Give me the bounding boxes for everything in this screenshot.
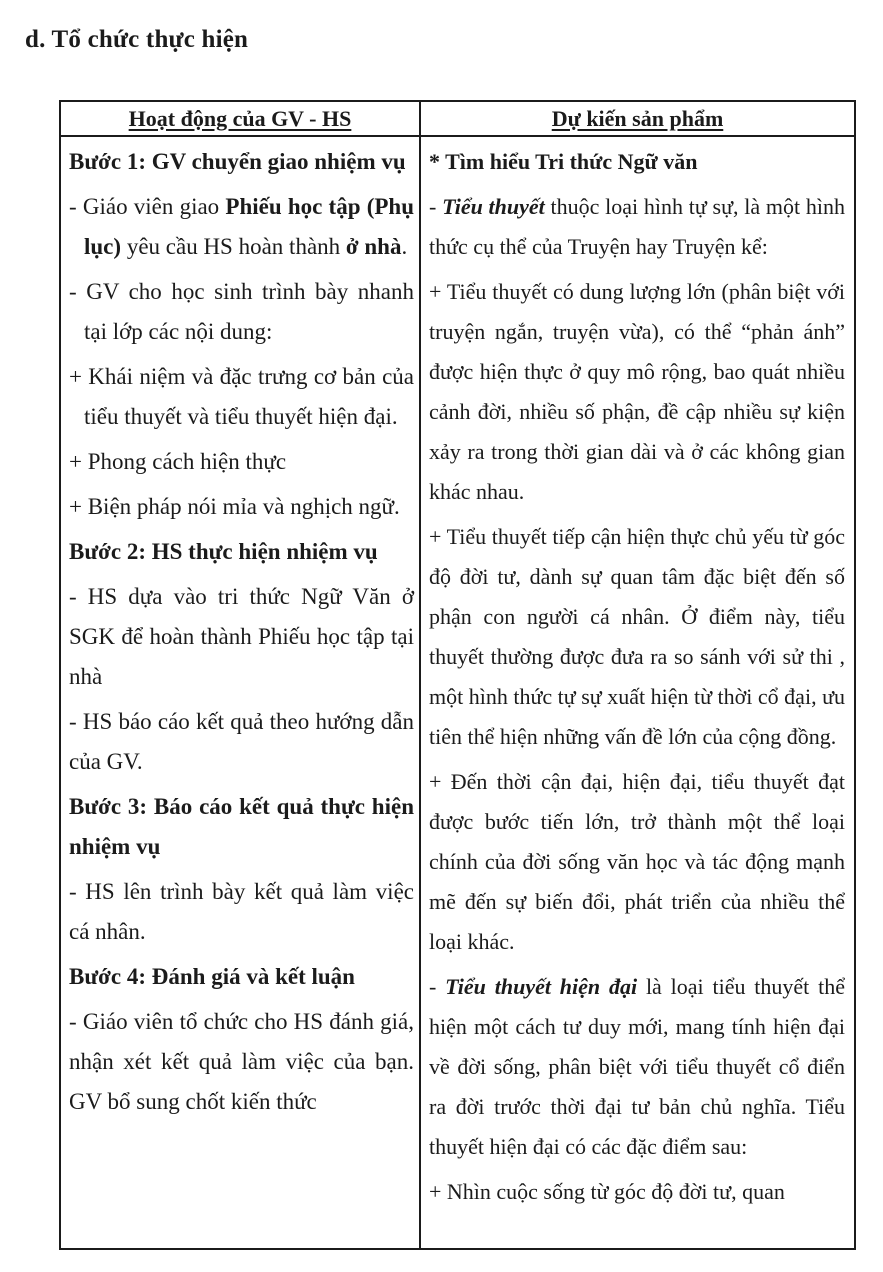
text-run: ở nhà xyxy=(345,234,402,259)
text-run: - HS báo cáo kết quả theo hướng dẫn của GV. xyxy=(69,709,414,774)
text-run: + Tiểu thuyết có dung lượng lớn (phân biệt với truyện ngắn, truyện vừa), có thể “phản ánh” được hiện thực ở quy mô rộng, bao quát nhiều cảnh đời, nhiều số phận, đề cập nhiều sự kiện xảy ra trong thời gian dài và ở các không gian khác nhau. xyxy=(429,279,845,504)
text-run: * Tìm hiểu Tri thức Ngữ văn xyxy=(429,149,698,174)
text-run: - GV cho học sinh trình bày nhanh tại lớp các nội dung: xyxy=(69,279,414,344)
text-run: - xyxy=(429,194,443,219)
text-run: - HS dựa vào tri thức Ngữ Văn ở SGK để hoàn thành Phiếu học tập tại nhà xyxy=(69,584,414,689)
column-header-activities xyxy=(61,102,421,135)
paragraph xyxy=(69,702,414,782)
text-run: Bước 3: Báo cáo kết quả thực hiện nhiệm vụ xyxy=(69,794,414,859)
text-run: + Tiểu thuyết tiếp cận hiện thực chủ yếu từ góc độ đời tư, dành sự quan tâm đặc biệt đến số phận con người cá nhân. Ở điểm này, tiểu thuyết thường được đưa ra so sánh với sử thi , một hình thức tự sự xuất hiện từ thời cổ đại, ưu tiên thể hiện những vấn đề lớn của cộng đồng. xyxy=(429,524,845,749)
paragraph xyxy=(429,967,845,1167)
table-body-row xyxy=(61,137,854,1248)
text-run: Phiếu học tập (Phụ lục) xyxy=(84,194,414,259)
text-run: - xyxy=(429,974,446,999)
table-header-row xyxy=(61,102,854,137)
text-run: yêu cầu HS hoàn thành xyxy=(121,234,346,259)
paragraph xyxy=(69,487,414,527)
column-header-products xyxy=(421,102,854,135)
paragraph xyxy=(69,1002,414,1122)
text-run: Bước 1: GV chuyển giao nhiệm vụ xyxy=(69,149,406,174)
cell-activities xyxy=(61,137,421,1248)
cell-products xyxy=(421,137,854,1248)
paragraph xyxy=(429,272,845,512)
text-run: - Giáo viên tổ chức cho HS đánh giá, nhận xét kết quả làm việc của bạn. GV bổ sung chốt kiến thức xyxy=(69,1009,414,1114)
text-run: + Đến thời cận đại, hiện đại, tiểu thuyết đạt được bước tiến lớn, trở thành một thể loại chính của đời sống văn học và tác động mạnh mẽ đến sự biến đổi, phát triển của nhiều thể loại khác. xyxy=(429,769,845,954)
text-run: + Khái niệm và đặc trưng cơ bản của tiểu thuyết và tiểu thuyết hiện đại. xyxy=(69,364,414,429)
paragraph xyxy=(69,272,414,352)
paragraph xyxy=(69,442,414,482)
paragraph xyxy=(429,187,845,267)
paragraph xyxy=(69,872,414,952)
paragraph xyxy=(69,187,414,267)
paragraph xyxy=(69,357,414,437)
text-run: + Nhìn cuộc sống từ góc độ đời tư, quan xyxy=(429,1179,785,1204)
text-run: là loại tiểu thuyết thể hiện một cách tư duy mới, mang tính hiện đại về đời sống, phân biệt với tiểu thuyết cổ điển ra đời trước thời đại tư bản chủ nghĩa. Tiểu thuyết hiện đại có các đặc điểm sau: xyxy=(429,974,846,1159)
paragraph xyxy=(69,577,414,697)
text-run: - Giáo viên giao xyxy=(69,194,226,219)
paragraph xyxy=(429,142,845,182)
column-header-products-label: Dự kiến sản phẩm xyxy=(551,105,724,131)
text-run: Tiểu thuyết hiện đại xyxy=(445,974,638,999)
paragraph xyxy=(69,142,414,182)
text-run: + Phong cách hiện thực xyxy=(69,449,287,474)
page-title: d. Tổ chức thực hiện xyxy=(25,26,249,53)
paragraph xyxy=(69,532,414,572)
paragraph xyxy=(429,517,845,757)
paragraph xyxy=(429,1172,845,1212)
text-run: thuộc loại hình tự sự, là một hình thức cụ thể của Truyện hay Truyện kể: xyxy=(429,194,845,259)
lesson-plan-table xyxy=(59,100,856,1250)
text-run: Tiểu thuyết xyxy=(442,194,545,219)
text-run: . xyxy=(401,234,408,259)
text-run: Bước 2: HS thực hiện nhiệm vụ xyxy=(69,539,378,564)
paragraph xyxy=(69,787,414,867)
column-header-activities-label: Hoạt động của GV - HS xyxy=(128,105,352,131)
text-run: Bước 4: Đánh giá và kết luận xyxy=(69,964,355,989)
paragraph xyxy=(429,762,845,962)
paragraph xyxy=(69,957,414,997)
text-run: - HS lên trình bày kết quả làm việc cá nhân. xyxy=(69,879,414,944)
text-run: + Biện pháp nói mỉa và nghịch ngữ. xyxy=(69,494,400,519)
